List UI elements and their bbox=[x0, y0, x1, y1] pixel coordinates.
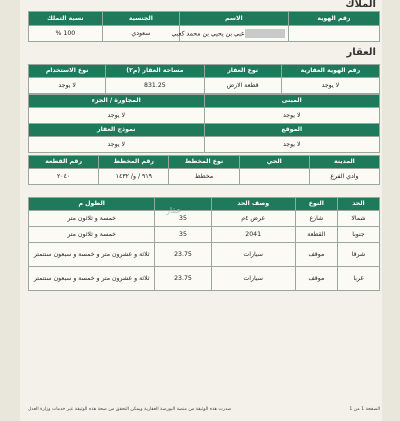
document-page bbox=[20, 0, 382, 421]
district-header: الحي bbox=[239, 156, 309, 169]
boundary-side: شمالا bbox=[337, 211, 379, 227]
city-header: المدينة bbox=[309, 156, 379, 169]
boundary-desc: عرض ٤م bbox=[211, 211, 295, 227]
location-label: الموقع bbox=[204, 124, 380, 137]
boundary-length-header: الطول م bbox=[29, 198, 155, 211]
boundary-length-number: 23.75 bbox=[155, 243, 211, 267]
boundary-type-header: النوع bbox=[295, 198, 337, 211]
plan-type-header: نوع المخطط bbox=[169, 156, 239, 169]
property-main-table bbox=[28, 64, 380, 94]
boundary-side-header: الحد bbox=[337, 198, 379, 211]
plan-number-value: ٩١٩ / و/ ١٤٣٢ bbox=[99, 169, 169, 185]
property-section-title: العقار bbox=[346, 47, 376, 58]
plan-table bbox=[28, 155, 380, 185]
boundary-type: شارع bbox=[295, 211, 337, 227]
owners-header-nationality: الجنسية bbox=[102, 12, 179, 26]
plot-number-header: رقم القطعة bbox=[29, 156, 99, 169]
owner-id-cell bbox=[288, 26, 379, 42]
owner-name-cell: عبي بن يحيي بن محمد كعبي bbox=[179, 26, 288, 42]
boundary-side: جنوبا bbox=[337, 227, 379, 243]
boundary-length-number: 23.75 bbox=[155, 267, 211, 291]
owner-nationality-cell: سعودي bbox=[102, 26, 179, 42]
property-id-value: لا يوجد bbox=[281, 78, 379, 94]
model-value: لا يوجد bbox=[29, 137, 205, 153]
boundary-type: موقف bbox=[295, 243, 337, 267]
boundary-type: موقف bbox=[295, 267, 337, 291]
boundary-desc-header: وصف الحد bbox=[211, 198, 295, 211]
property-header-type: نوع العقار bbox=[204, 65, 281, 78]
owners-table bbox=[28, 11, 380, 42]
adjacent-label: المجاورة / الجزء bbox=[29, 95, 205, 108]
property-details-table bbox=[28, 94, 380, 153]
owner-share-cell: 100 % bbox=[29, 26, 103, 42]
boundary-length-words: خمسة و ثلاثون متر bbox=[29, 227, 155, 243]
building-label: المبنى bbox=[204, 95, 380, 108]
boundary-length-words: خمسة و ثلاثون متر bbox=[29, 211, 155, 227]
table-row bbox=[29, 243, 380, 267]
boundary-length-words: ثلاثة و عشرون متر و خمسة و سبعون سنتمتر bbox=[29, 267, 155, 291]
plan-number-header: رقم المخطط bbox=[99, 156, 169, 169]
owners-header-name: الاسم bbox=[179, 12, 288, 26]
boundary-desc: 2041 bbox=[211, 227, 295, 243]
watermark: عقار bbox=[166, 206, 182, 215]
boundaries-table bbox=[28, 197, 380, 291]
boundary-side: شرقا bbox=[337, 243, 379, 267]
model-label: نموذج العقار bbox=[29, 124, 205, 137]
boundary-length-number: 35 bbox=[155, 227, 211, 243]
boundary-blank-header bbox=[155, 198, 211, 211]
location-value: لا يوجد bbox=[204, 137, 380, 153]
page-number: الصفحة 1 من 1 bbox=[349, 407, 380, 412]
plot-number-value: ٢٠٤٠ bbox=[29, 169, 99, 185]
city-value: وادي الفرع bbox=[309, 169, 379, 185]
property-usage-value: لا يوجد bbox=[29, 78, 106, 94]
redacted-block bbox=[245, 29, 285, 38]
boundary-side: غربا bbox=[337, 267, 379, 291]
property-type-value: قطعة الارض bbox=[204, 78, 281, 94]
boundary-desc: سيارات bbox=[211, 267, 295, 291]
property-header-usage: نوع الاستخدام bbox=[29, 65, 106, 78]
adjacent-value: لا يوجد bbox=[29, 108, 205, 124]
owners-header-id: رقم الهوية bbox=[288, 12, 379, 26]
boundary-type: القطعة bbox=[295, 227, 337, 243]
table-row bbox=[29, 227, 380, 243]
table-row bbox=[29, 211, 380, 227]
district-value bbox=[239, 169, 309, 185]
footer-note: صدرت هذه الوثيقة من منصة البورصة العقارية ويمكن التحقق من صحة هذه الوثيقة عبر خدمات وزارة العدل bbox=[28, 407, 232, 412]
plan-type-value: مخطط bbox=[169, 169, 239, 185]
owners-section-title: الملاك bbox=[345, 0, 376, 10]
table-row bbox=[29, 267, 380, 291]
property-header-id: رقم الهوية العقارية bbox=[281, 65, 379, 78]
property-area-value: 831.25 bbox=[106, 78, 204, 94]
building-value: لا يوجد bbox=[204, 108, 380, 124]
boundary-length-words: ثلاثة و عشرون متر و خمسة و سبعون سنتمتر bbox=[29, 243, 155, 267]
property-header-area: مساحة العقار (م٢) bbox=[106, 65, 204, 78]
owners-header-share: نسبة التملك bbox=[29, 12, 103, 26]
boundary-desc: سيارات bbox=[211, 243, 295, 267]
boundary-length-number: 35 bbox=[155, 211, 211, 227]
